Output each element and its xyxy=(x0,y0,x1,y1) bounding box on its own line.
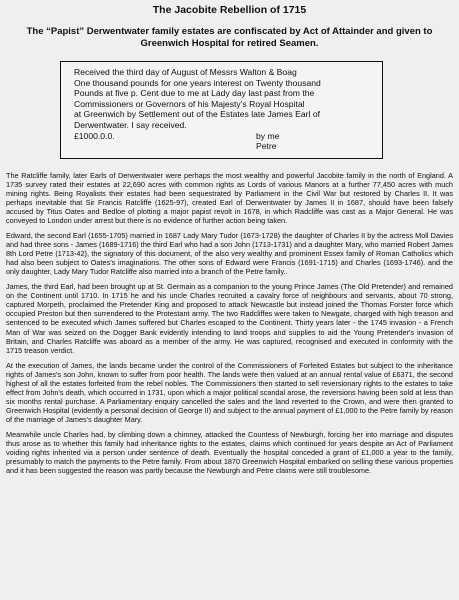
article-body xyxy=(6,171,453,475)
article-paragraph: At the execution of James, the lands became under the control of the Commissioners of Forfeited Estates but subject to the inheritance rights of James's son John, known to suffer from poor health. The lands were then valued at an annual rental value of £6371, the second highest of all the estates forfeited from the rebel nobles. The Commissioners then started to sell reversionary rights to the estates to take effect from John's death, which occurred in 1731, upon which a major political scandal arose, the reversions having been sold at less than six months rental purchase. A Parliamentary enquiry cancelled the sales and the land reverted to the Crown, and were then granted to Greenwich Hospital (evidently a personal decision of George II) and subject to the annual payment of £1,000 to the Petre family by reason of the marriage of James's daughter Mary. xyxy=(6,360,453,424)
article-paragraph: James, the third Earl, had been brought up at St. Germain as a companion to the young Prince James (The Old Pretender) and remained on the Continent until 1710. In 1715 he and his uncle Charles recruited a cavalry force of neighbours and servants, about 70 strong, captured Morpeth, proclaimed the Pretender King and proposed to attack Newcastle but instead joined the Thomas Forster force which occupied Preston but then surrendered to the Protestant army. The two Radcliffes were taken to Newgate, charged with high treason and sentenced to be executed which James suffered but Charles escaped to the Continent. Thirty years later - the 1745 invasion - a French Man of War was seized on the Dogger Bank evidently intending to land troops and supplies to aid the Young Pretender's invasion of Britain, and Charles Ratcliffe was aboard as a member of the army. He was captured, recognised and executed in conformity with the 1715 treason verdict. xyxy=(6,282,453,355)
receipt-line: Derwentwater. I say received. xyxy=(74,119,187,130)
document-subtitle: The “Papist” Derwentwater family estates are confiscated by Act of Attainder and given to Greenwich Hospital for retired Seamen. xyxy=(26,26,433,49)
article-paragraph: The Ratcliffe family, later Earls of Derwentwater were perhaps the most wealthy and powerful Jacobite family in the north of England. A 1735 survey rated their estates at 22,690 acres with common rights as Lords of various Manors at a further 77,450 acres with much mining rights. Being Royalists their estates had been sequestrated by Parliament in the Civil War but restored by Charles II. It was perhaps inevitable that Sir Francis Ratcliffe (1625-97), created Earl of Derwentwater by James II in 1687, should have been falsely accused by Titus Oates and Bedloe of plotting a major papist revolt in 1678, in which Radcliffe was cast as a Major General. He was conveyed to London under arrest but there is no evidence of further action being taken. xyxy=(6,170,453,225)
article-paragraph: Meanwhile uncle Charles had, by climbing down a chimney, attacked the Countess of Newburgh, forcing her into marriage and disputes thus arose as to whether this family had inheritance rights to the estates, claims which continued for years despite an Act of Parliament voiding rights inherited via a person under sentence of death. Eventually the hospital conceded a grant of £1,000 a year to the family, presumably to match the payments to the Petre family. From about 1870 Greenwich Hospital embarked on selling these various properties and it has been suggested the reason was partly because the Newburgh and Petre claims were still troublesome. xyxy=(6,429,453,476)
receipt-signature: Petre xyxy=(256,141,277,152)
receipt-transcription-box xyxy=(60,61,383,159)
receipt-amount: £1000.0.0. xyxy=(74,130,115,141)
receipt-amount-row xyxy=(74,131,374,142)
receipt-by-me: by me xyxy=(256,130,280,141)
receipt-line: One thousand pounds for one years interest on Twenty thousand xyxy=(74,77,321,88)
receipt-line: at Greenwich by Settlement out of the Estates late James Earl of xyxy=(74,109,321,120)
receipt-line: Commissioners or Governors of his Majesty’s Royal Hospital xyxy=(74,98,305,109)
receipt-line: Pounds at five p. Cent due to me at Lady day last past from the xyxy=(74,88,315,99)
document-title: The Jacobite Rebellion of 1715 xyxy=(152,4,307,16)
article-paragraph: Edward, the second Earl (1655-1705) married in 1687 Lady Mary Tudor (1673-1728) the daughter of Charles II by the actress Moll Davies and had three sons - James (1689-1716) the third Earl who had a son John (1713-1731) and a daughter Mary, who married Robert James 8th Lord Petre (1713-42), the signatory of this document, of the also very wealthy and prominent Essex family of Roman Catholics which had also been subject to Oates's imaginations. The other sons of Edward were Francis (1691-1715) and Charles (1693-1746). and the only daughter, Lady Mary Tudor Ratcliffe also married into a branch of the Petre family.. xyxy=(6,231,453,277)
receipt-line: Received the third day of August of Messrs Walton & Boag xyxy=(74,67,297,77)
